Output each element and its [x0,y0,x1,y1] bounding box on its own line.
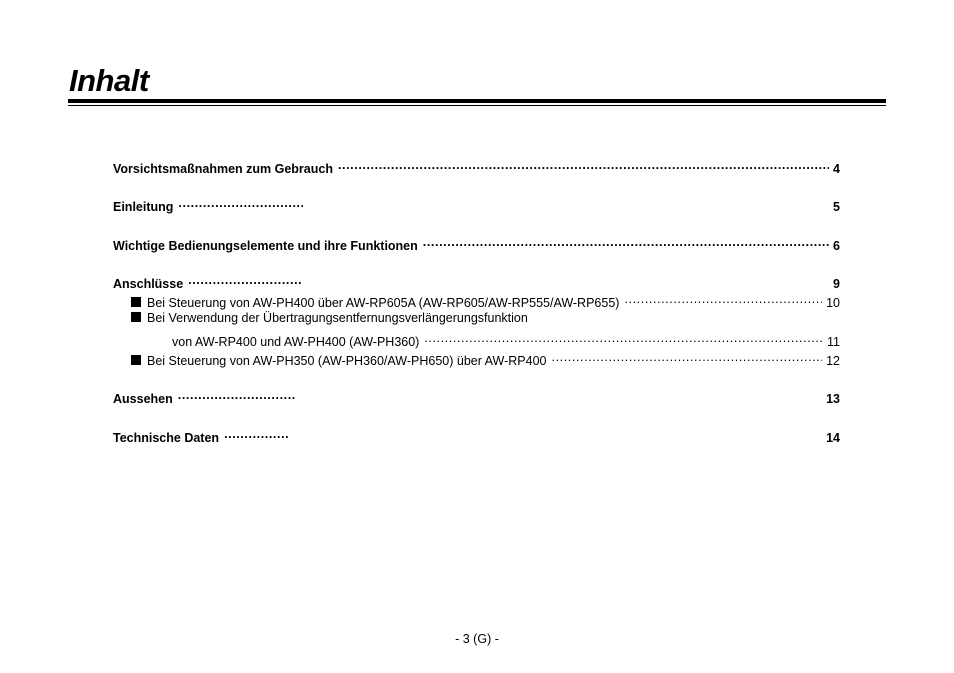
toc-leader [624,291,822,307]
toc-leader [178,195,303,211]
toc-label: Bei Steuerung von AW-PH400 über AW-RP605A (AW-RP605/AW-RP555/AW-RP655) [147,296,620,310]
toc-leader [188,272,303,288]
toc-leader [424,330,823,346]
toc-label: Einleitung [113,200,174,214]
toc-entry-technische-daten[interactable] [113,426,840,446]
toc-subentry-ph350-rp400[interactable] [131,349,840,369]
toc-label: Technische Daten [113,431,220,445]
page-title: Inhalt [69,63,149,98]
title-rule [68,99,886,103]
square-bullet-icon [131,297,141,307]
title-rule-thin [68,105,886,106]
toc-label: Bei Verwendung der Übertragungsentfernungsverlängerungsfunktion [147,311,528,325]
square-bullet-icon [131,312,141,322]
toc-subentry-ph400-rp605a[interactable] [131,291,840,311]
toc-label: von AW-RP400 und AW-PH400 (AW-PH360) [172,335,420,349]
toc-label: Bei Steuerung von AW-PH350 (AW-PH360/AW-PH650) über AW-RP400 [147,354,547,368]
toc-label: Anschlüsse [113,277,184,291]
toc-entry-wichtige-bedienungselemente[interactable] [113,234,840,254]
toc-entry-anschluesse[interactable] [113,272,840,292]
page-number-footer: - 3 (G) - [455,632,499,646]
toc-page-number: 11 [827,335,840,349]
toc-leader [178,387,296,403]
toc-label: Wichtige Bedienungselemente und ihre Funktionen [113,239,418,253]
toc-page-number: 4 [833,162,840,176]
toc-entry-vorsichtsmassnahmen[interactable] [113,157,840,177]
toc-page-number: 12 [826,354,840,368]
toc-entry-aussehen[interactable] [113,387,840,407]
toc-subentry-uebertragung[interactable] [131,310,840,326]
square-bullet-icon [131,355,141,365]
toc-page-number: 10 [826,296,840,310]
toc-leader [338,157,829,173]
toc-subentry-uebertragung-continued[interactable] [172,330,840,350]
toc-page-number: 13 [826,392,840,406]
toc-leader [552,349,823,365]
toc-label: Vorsichtsmaßnahmen zum Gebrauch [113,162,333,176]
toc-page-number: 5 [833,200,840,214]
toc-page-number: 9 [833,277,840,291]
toc-page-number: 14 [826,431,840,445]
toc-leader [423,234,829,250]
toc-entry-einleitung[interactable] [113,195,840,215]
toc-page-number: 6 [833,239,840,253]
toc-leader [224,426,288,442]
toc-label: Aussehen [113,392,173,406]
